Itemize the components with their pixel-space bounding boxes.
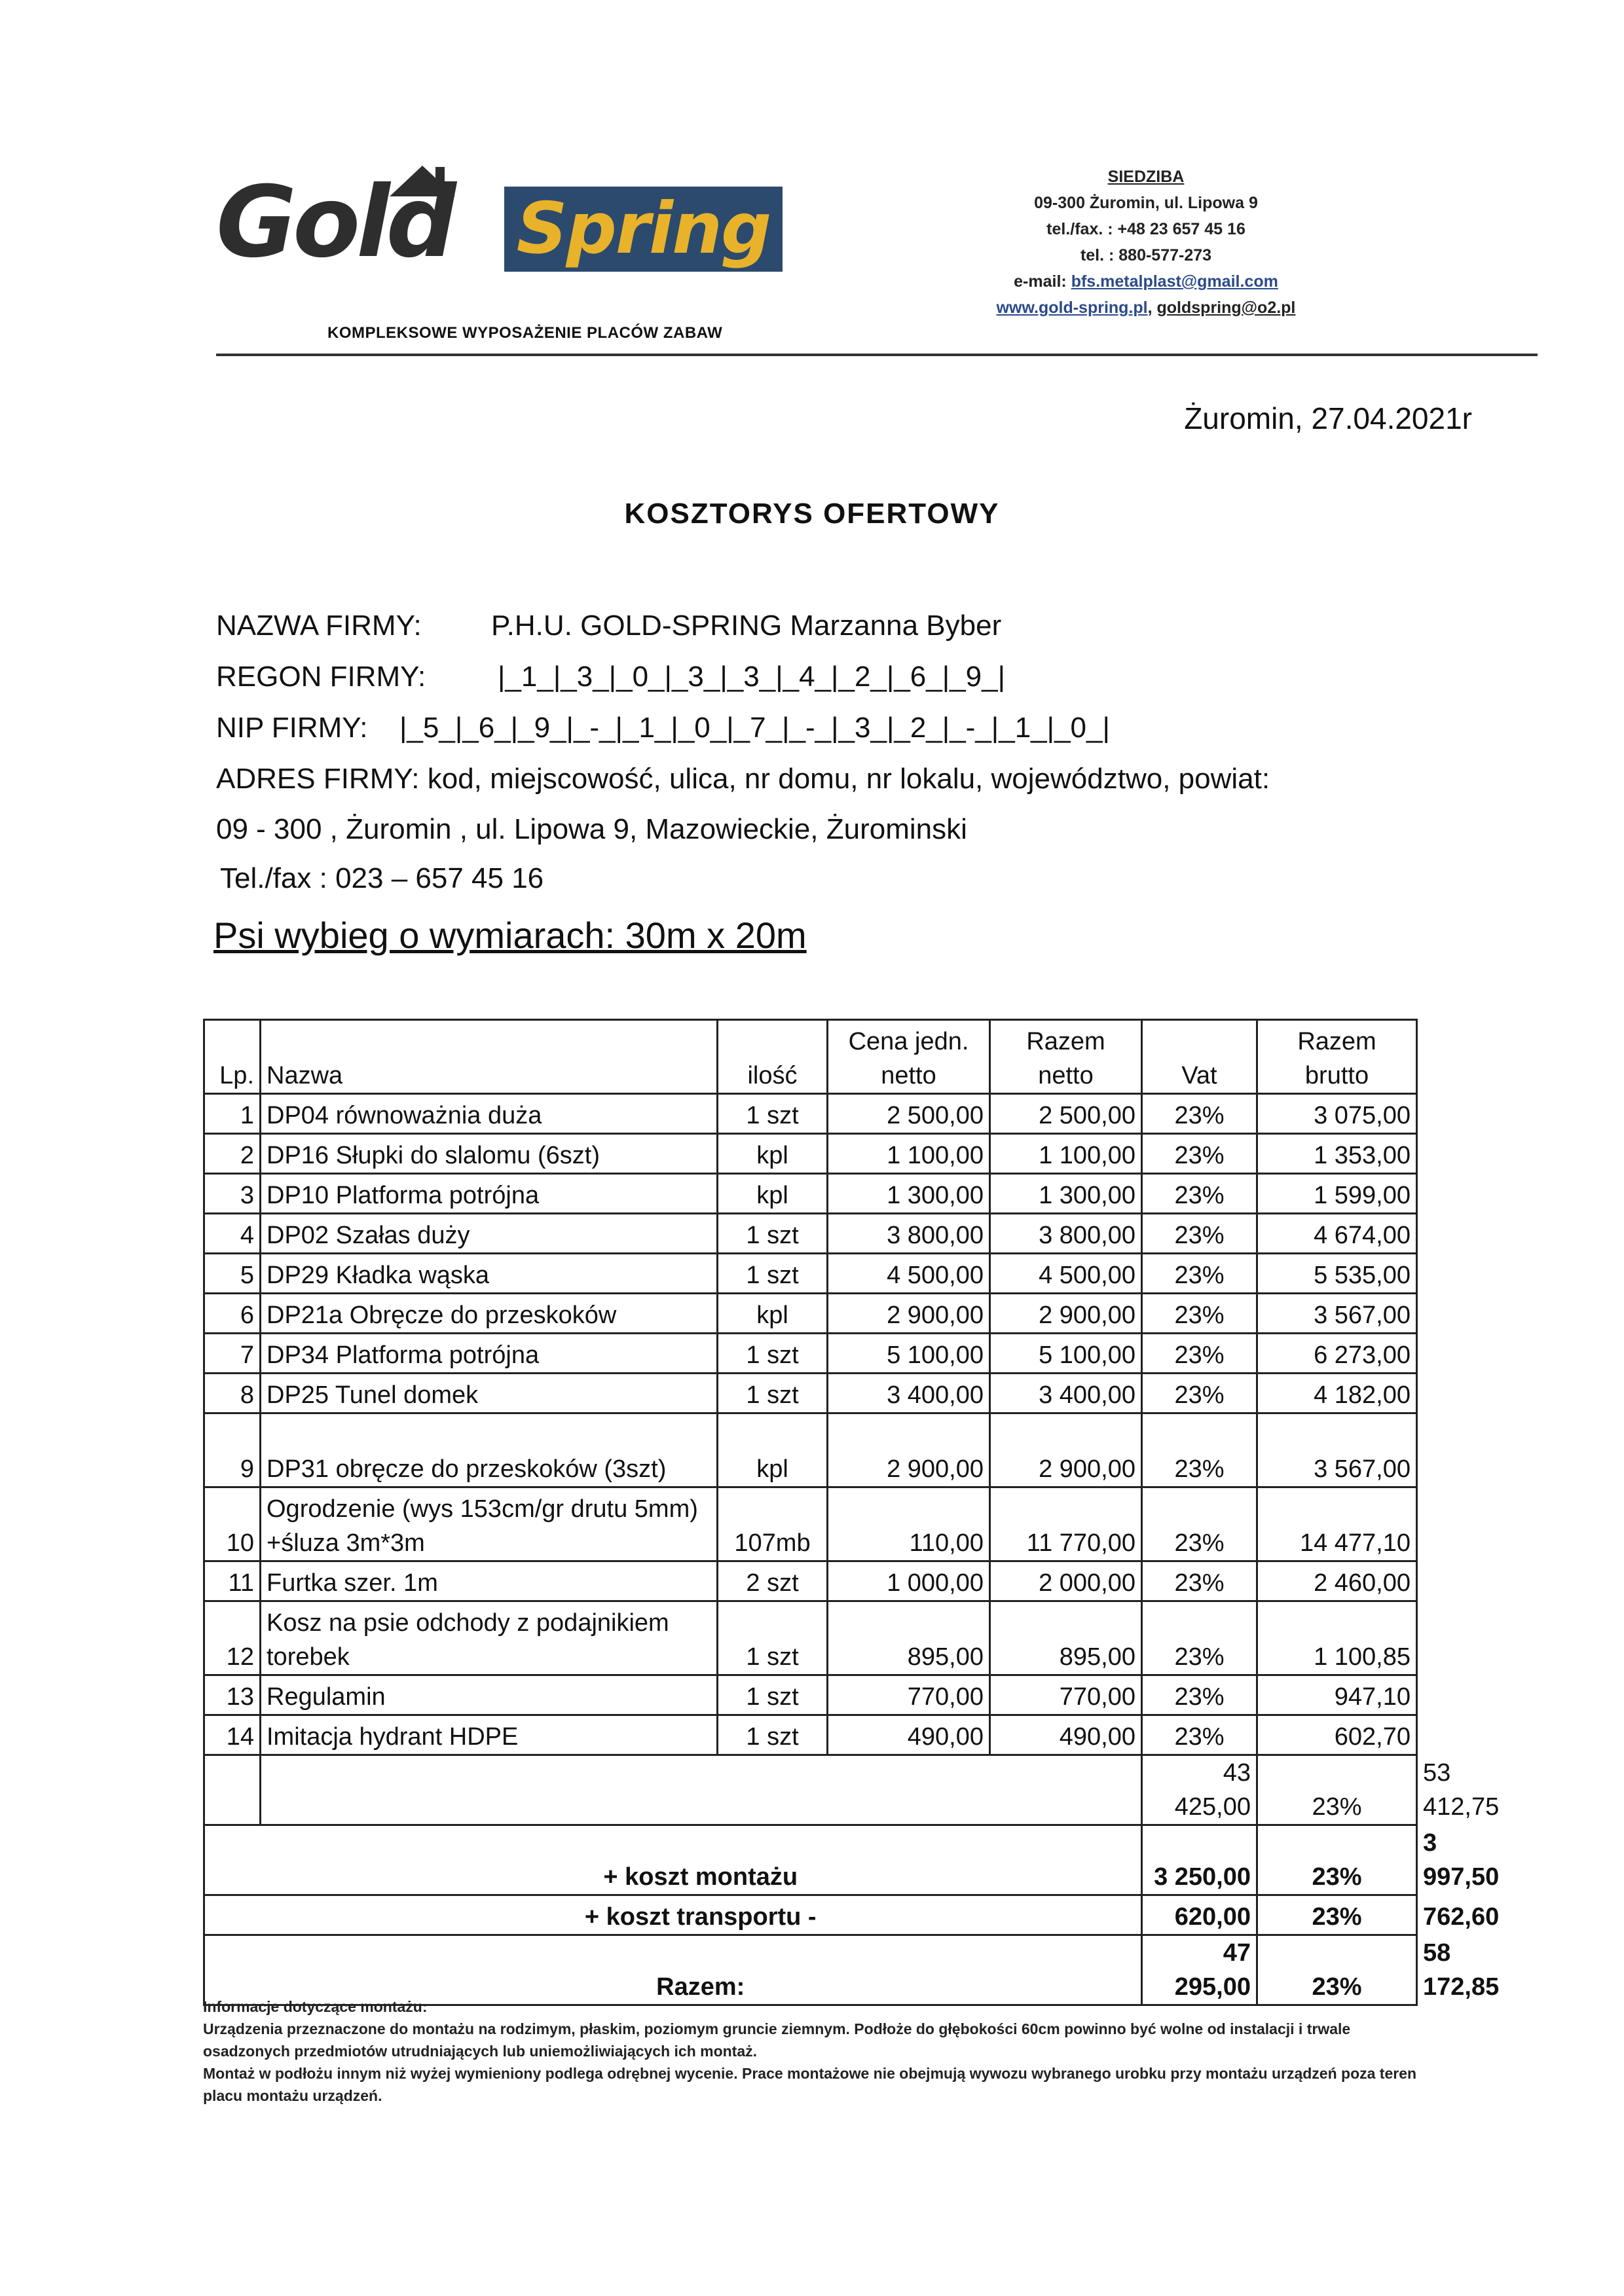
row-lp: 11: [204, 1561, 261, 1601]
summary-label: + koszt montażu: [261, 1825, 1142, 1895]
row-vat: 23%: [1142, 1214, 1257, 1254]
table-row: [204, 1413, 1417, 1487]
row-qty: 1 szt: [718, 1254, 828, 1294]
table-header-row: [204, 1020, 1417, 1094]
header-net: Razem netto: [990, 1020, 1142, 1094]
row-qty: 1 szt: [718, 1675, 828, 1715]
row-name: DP04 równoważnia duża: [261, 1094, 718, 1134]
summary-empty-cell: [204, 1895, 261, 1935]
table-row: [204, 1214, 1417, 1254]
header-gross: Razem brutto: [1257, 1020, 1417, 1094]
row-vat: 23%: [1142, 1254, 1257, 1294]
row-gross: 4 182,00: [1257, 1374, 1417, 1413]
row-gross: 2 460,00: [1257, 1561, 1417, 1601]
total-row: Razem: 47 295,00 23% 58 172,85: [204, 1935, 1417, 2005]
hq-email-link[interactable]: bfs.metalplast@gmail.com: [1071, 272, 1278, 291]
hq-email2-link[interactable]: goldspring@o2.pl: [1156, 299, 1296, 317]
hq-email-label: e-mail:: [1014, 272, 1067, 291]
row-name: Imitacja hydrant HDPE: [261, 1715, 718, 1755]
row-name: DP34 Platforma potrójna: [261, 1334, 718, 1374]
summary-empty-cell: [204, 1755, 261, 1825]
row-net: 490,00: [990, 1715, 1142, 1755]
hq-telfax: tel./fax. : +48 23 657 45 16: [1046, 220, 1246, 238]
row-gross: 1 100,85: [1257, 1601, 1417, 1675]
row-lp: 7: [204, 1334, 261, 1374]
row-name: DP02 Szałas duży: [261, 1214, 718, 1254]
notes-title: Informacje dotyczące montażu:: [203, 1998, 428, 2015]
company-nip-label: NIP FIRMY:: [216, 712, 368, 744]
header-vat: Vat: [1142, 1020, 1257, 1094]
row-gross: 5 535,00: [1257, 1254, 1417, 1294]
hq-title: SIEDZIBA: [1107, 168, 1185, 186]
row-net: 770,00: [990, 1675, 1142, 1715]
row-lp: 12: [204, 1601, 261, 1675]
row-vat: 23%: [1142, 1715, 1257, 1755]
row-lp: 8: [204, 1374, 261, 1413]
table-row: [204, 1675, 1417, 1715]
row-unit-price: 110,00: [828, 1487, 990, 1561]
row-vat: 23%: [1142, 1134, 1257, 1174]
header-qty: ilość: [718, 1020, 828, 1094]
row-gross: 3 567,00: [1257, 1413, 1417, 1487]
table-row: [204, 1134, 1417, 1174]
table-row: [204, 1374, 1417, 1413]
notes-line1: Urządzenia przeznaczone do montażu na rodzimym, płaskim, poziomym gruncie ziemnym. Podłoże do głębokości 60cm powinno być wolne od instalacji i trwale osadzonych przedmiotów utrudniających lub uniemożliwiających ich montaż.: [203, 2020, 1351, 2060]
row-qty: kpl: [718, 1174, 828, 1214]
company-logo: [216, 160, 786, 285]
row-name: DP16 Słupki do slalomu (6szt): [261, 1134, 718, 1174]
row-vat: 23%: [1142, 1561, 1257, 1601]
hq-www-line: www.gold-spring.pl, goldspring@o2.pl: [996, 299, 1296, 317]
row-unit-price: 2 900,00: [828, 1294, 990, 1334]
row-gross: 14 477,10: [1257, 1487, 1417, 1561]
row-lp: 13: [204, 1675, 261, 1715]
row-vat: 23%: [1142, 1174, 1257, 1214]
assembly-notes: [203, 1995, 1434, 2107]
header-unit-price: Cena jedn. netto: [828, 1020, 990, 1094]
row-lp: 5: [204, 1254, 261, 1294]
row-lp: 1: [204, 1094, 261, 1134]
row-gross: 4 674,00: [1257, 1214, 1417, 1254]
summary-empty-cell: [204, 1825, 261, 1895]
header-name: Nazwa: [261, 1020, 718, 1094]
row-qty: kpl: [718, 1413, 828, 1487]
row-unit-price: 5 100,00: [828, 1334, 990, 1374]
row-name: DP31 obręcze do przeskoków (3szt): [261, 1413, 718, 1487]
row-gross: 3 567,00: [1257, 1294, 1417, 1334]
row-name: Kosz na psie odchody z podajnikiem torebek: [261, 1601, 718, 1675]
row-net: 11 770,00: [990, 1487, 1142, 1561]
row-qty: kpl: [718, 1134, 828, 1174]
row-lp: 10: [204, 1487, 261, 1561]
row-gross: 3 075,00: [1257, 1094, 1417, 1134]
summary-vat: 23%: [1257, 1825, 1417, 1895]
row-gross: 602,70: [1257, 1715, 1417, 1755]
row-gross: 947,10: [1257, 1675, 1417, 1715]
row-vat: 23%: [1142, 1094, 1257, 1134]
row-net: 1 300,00: [990, 1174, 1142, 1214]
row-net: 5 100,00: [990, 1334, 1142, 1374]
summary-label: + koszt transportu -: [261, 1895, 1142, 1935]
row-lp: 14: [204, 1715, 261, 1755]
row-qty: 1 szt: [718, 1094, 828, 1134]
table-row: [204, 1294, 1417, 1334]
row-vat: 23%: [1142, 1334, 1257, 1374]
row-net: 2 900,00: [990, 1294, 1142, 1334]
row-gross: 1 599,00: [1257, 1174, 1417, 1214]
transport-row: + koszt transportu - 620,00 23% 762,60: [204, 1895, 1417, 1935]
row-gross: 1 353,00: [1257, 1134, 1417, 1174]
summary-vat: 23%: [1257, 1935, 1417, 2005]
summary-net: 3 250,00: [1142, 1825, 1257, 1895]
logo-spring-text: Spring: [504, 187, 783, 272]
table-row: [204, 1334, 1417, 1374]
row-gross: 6 273,00: [1257, 1334, 1417, 1374]
row-unit-price: 2 900,00: [828, 1413, 990, 1487]
table-row: [204, 1561, 1417, 1601]
company-tel: Tel./fax : 023 – 657 45 16: [220, 862, 544, 894]
row-name: DP21a Obręcze do przeskoków: [261, 1294, 718, 1334]
row-lp: 3: [204, 1174, 261, 1214]
row-net: 3 400,00: [990, 1374, 1142, 1413]
row-unit-price: 1 000,00: [828, 1561, 990, 1601]
estimate-table: [203, 1019, 1500, 2006]
row-net: 2 900,00: [990, 1413, 1142, 1487]
row-qty: 1 szt: [718, 1601, 828, 1675]
hq-tel: tel. : 880-577-273: [1080, 246, 1212, 264]
row-unit-price: 3 400,00: [828, 1374, 990, 1413]
header-divider: [216, 354, 1538, 356]
row-vat: 23%: [1142, 1675, 1257, 1715]
row-unit-price: 2 500,00: [828, 1094, 990, 1134]
summary-net: 47 295,00: [1142, 1935, 1257, 2005]
company-address-value: 09 - 300 , Żuromin , ul. Lipowa 9, Mazowieckie, Żurominski: [216, 813, 967, 845]
row-vat: 23%: [1142, 1374, 1257, 1413]
row-unit-price: 895,00: [828, 1601, 990, 1675]
company-nip-line: [216, 712, 1110, 744]
row-lp: 2: [204, 1134, 261, 1174]
table-row: [204, 1601, 1417, 1675]
assembly-row: + koszt montażu 3 250,00 23% 3 997,50: [204, 1825, 1417, 1895]
row-vat: 23%: [1142, 1601, 1257, 1675]
company-name-label: NAZWA FIRMY:: [216, 610, 422, 642]
header-lp: Lp.: [204, 1020, 261, 1094]
row-name: Ogrodzenie (wys 153cm/gr drutu 5mm) +śluza 3m*3m: [261, 1487, 718, 1561]
notes-line2: Montaż w podłożu innym niż wyżej wymieniony podlega odrębnej wycenie. Prace montażowe nie obejmują wywozu wybranego urobku przy montażu urządzeń poza teren placu montażu urządzeń.: [203, 2065, 1417, 2104]
summary-vat: 23%: [1257, 1755, 1417, 1825]
headquarters-block: [950, 164, 1342, 321]
row-name: Furtka szer. 1m: [261, 1561, 718, 1601]
company-regon-line: [216, 661, 1006, 693]
hq-email-line: [950, 268, 1342, 295]
row-net: 2 000,00: [990, 1561, 1142, 1601]
row-vat: 23%: [1142, 1294, 1257, 1334]
row-net: 4 500,00: [990, 1254, 1142, 1294]
row-qty: 1 szt: [718, 1374, 828, 1413]
row-unit-price: 1 100,00: [828, 1134, 990, 1174]
row-qty: 107mb: [718, 1487, 828, 1561]
row-qty: 1 szt: [718, 1715, 828, 1755]
row-unit-price: 490,00: [828, 1715, 990, 1755]
row-net: 2 500,00: [990, 1094, 1142, 1134]
logo-gold-text: Gold: [216, 166, 452, 280]
table-row: [204, 1487, 1417, 1561]
row-unit-price: 770,00: [828, 1675, 990, 1715]
row-unit-price: 1 300,00: [828, 1174, 990, 1214]
row-unit-price: 4 500,00: [828, 1254, 990, 1294]
row-qty: kpl: [718, 1294, 828, 1334]
summary-net: 620,00: [1142, 1895, 1257, 1935]
company-address-label: ADRES FIRMY: kod, miejscowość, ulica, nr domu, nr lokalu, województwo, powiat:: [216, 763, 1270, 795]
company-tagline: KOMPLEKSOWE WYPOSAŻENIE PLACÓW ZABAW: [327, 324, 723, 342]
summary-net: 43 425,00: [1142, 1755, 1257, 1825]
row-vat: 23%: [1142, 1487, 1257, 1561]
row-vat: 23%: [1142, 1413, 1257, 1487]
company-nip-value: |_5_|_6_|_9_|_-_|_1_|_0_|_7_|_-_|_3_|_2_|_-_|_1_|_0_|: [399, 712, 1110, 744]
table-row: [204, 1715, 1417, 1755]
company-regon-label: REGON FIRMY:: [216, 661, 426, 693]
summary-empty-cell: [204, 1935, 261, 2005]
row-lp: 4: [204, 1214, 261, 1254]
company-name-value: P.H.U. GOLD-SPRING Marzanna Byber: [491, 610, 1002, 642]
document-date: Żuromin, 27.04.2021r: [1184, 401, 1472, 435]
row-lp: 9: [204, 1413, 261, 1487]
table-row: [204, 1174, 1417, 1214]
company-name-line: [216, 610, 1002, 642]
subtotal-row: 43 425,00 23% 53 412,75: [204, 1755, 1417, 1825]
table-row: [204, 1254, 1417, 1294]
row-qty: 1 szt: [718, 1334, 828, 1374]
row-name: DP29 Kładka wąska: [261, 1254, 718, 1294]
hq-address: 09-300 Żuromin, ul. Lipowa 9: [1034, 194, 1258, 212]
row-lp: 6: [204, 1294, 261, 1334]
row-qty: 2 szt: [718, 1561, 828, 1601]
hq-www-link[interactable]: www.gold-spring.pl: [996, 299, 1148, 317]
company-regon-value: |_1_|_3_|_0_|_3_|_3_|_4_|_2_|_6_|_9_|: [498, 661, 1006, 693]
offer-subject: Psi wybieg o wymiarach: 30m x 20m: [213, 915, 807, 956]
row-net: 3 800,00: [990, 1214, 1142, 1254]
document-title: KOSZTORYS OFERTOWY: [624, 498, 1000, 530]
summary-empty-cell: [261, 1755, 1142, 1825]
row-name: DP25 Tunel domek: [261, 1374, 718, 1413]
summary-label: Razem:: [261, 1935, 1142, 2005]
summary-vat: 23%: [1257, 1895, 1417, 1935]
row-name: DP10 Platforma potrójna: [261, 1174, 718, 1214]
row-unit-price: 3 800,00: [828, 1214, 990, 1254]
row-name: Regulamin: [261, 1675, 718, 1715]
row-net: 895,00: [990, 1601, 1142, 1675]
row-net: 1 100,00: [990, 1134, 1142, 1174]
table-row: [204, 1094, 1417, 1134]
row-qty: 1 szt: [718, 1214, 828, 1254]
